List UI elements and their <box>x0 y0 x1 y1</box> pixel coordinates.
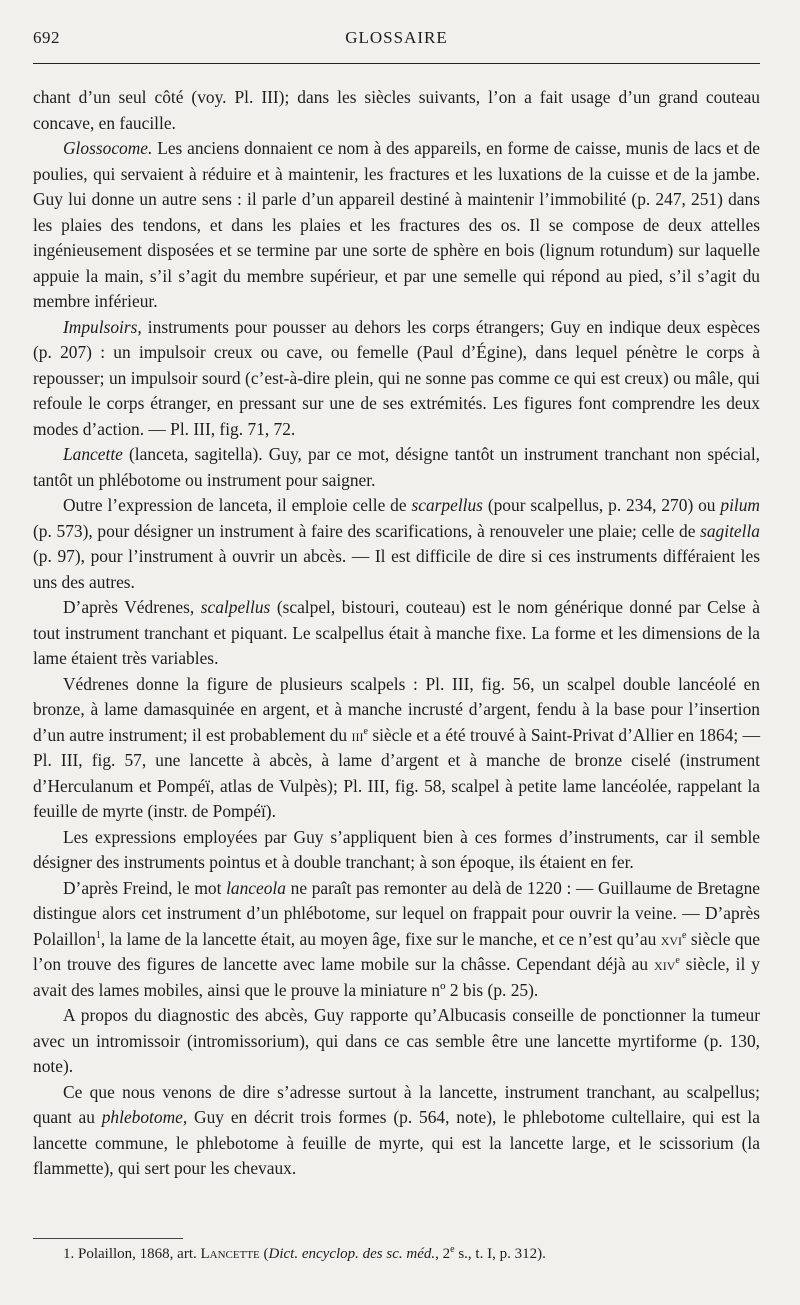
paragraph-continuation: chant d’un seul côté (voy. Pl. III); dans les siècles suivants, l’on a fait usage d’un grand couteau concave, en faucille. <box>33 87 760 133</box>
term-glossocome: Glossocome. <box>63 138 153 158</box>
paragraph-expressions: Les expressions employées par Guy s’appliquent bien à ces formes d’instruments, car il semble désigner des instruments pointus et à double tranchant; à son époque, ils étaient en fer. <box>33 826 760 872</box>
body-text <box>33 85 760 1182</box>
paragraph-vedrenes-1: D’après Védrenes, scalpellus (scalpel, bistouri, couteau) est le nom générique donné par Celse à tout instrument tranchant et piquant. Le scalpellus était à manche fixe. La forme et les dimensions de la lame étaient très variables. <box>33 597 760 668</box>
footnote: 1. Polaillon, 1868, art. Lancette (Dict. encyclop. des sc. méd., 2e s., t. I, p. 312). <box>63 1244 546 1262</box>
header-rule <box>33 63 760 64</box>
paragraph-outre: Outre l’expression de lanceta, il emploie celle de scarpellus (pour scalpellus, p. 234, 270) ou pilum (p. 573), pour désigner un instrument à faire des scarifications, à renouveler une plaie; celle de sagitella (p. 97), pour l’instrument à ouvrir un abcès. — Il est difficile de dire si ces instruments différaient les uns des autres. <box>33 495 760 592</box>
page-number: 692 <box>33 28 60 47</box>
footnote-ref[interactable]: 1 <box>95 929 101 941</box>
paragraph-albucasis: A propos du diagnostic des abcès, Guy rapporte qu’Albucasis conseille de ponctionner la tumeur avec un intromissoir (intromissorium), qui dans ce cas semble être une lancette myrtiforme (p. 130, note). <box>33 1005 760 1076</box>
footnote-number: 1. <box>63 1246 75 1262</box>
entry-glossocome: Glossocome. Les anciens donnaient ce nom à des appareils, en forme de caisse, munis de lacs et de poulies, qui servaient à réduire et à maintenir, les fractures et les luxations de la cuisse et de la jambe. Guy lui donne un autre sens : il parle d’un appareil destiné à maintenir l’immobilité (p. 247, 251) dans les plaies des tendons, et dans les plaies et les fractures des os. Il se compose de deux attelles ingénieusement disposées et se termine par une sorte de sphère en bois (lignum rotundum) sur laquelle appuie la main, s’il s’agit du membre supérieur, et par une semelle qui répond au pied, s’il s’agit du membre inférieur. <box>33 138 760 311</box>
entry-lancette: Lancette (lanceta, sagitella). Guy, par ce mot, désigne tantôt un instrument tranchant non spécial, tantôt un phlébotome ou instrument pour saigner. <box>33 444 760 490</box>
term-lancette: Lancette <box>63 444 123 464</box>
paragraph-phlebotome: Ce que nous venons de dire s’adresse surtout à la lancette, instrument tranchant, au scalpellus; quant au phlebotome, Guy en décrit trois formes (p. 564, note), le phlebotome cultellaire, qui est la lancette commune, le phlebotome à feuille de myrte, qui est la lancette large, et le scissorium (la flammette), qui sert pour les chevaux. <box>33 1081 760 1178</box>
paragraph-vedrenes-2: Védrenes donne la figure de plusieurs scalpels : Pl. III, fig. 56, un scalpel double lancéolé en bronze, à lame damasquinée en argent, et à manche incrusté d’argent, fendu à la base pour l’insertion d’un autre instrument; il est probablement du iii$^e$ siècle et a été trouvé à Saint-Privat d’Allier en 1864; — Pl. III, fig. 57, une lancette à abcès, à lame d’argent et à manche de bronze ciselé (instrument d’Herculanum et Pompéï, atlas de Vulpès); Pl. III, fig. 58, scalpel à petite lame lancéolée, rappelant la feuille de myrte (instr. de Pompéï). <box>33 673 760 821</box>
entry-impulsoirs: Impulsoirs, instruments pour pousser au dehors les corps étrangers; Guy en indique deux espèces (p. 207) : un impulsoir creux ou cave, ou femelle (Paul d’Égine), dans lequel pénètre le corps à repousser; un impulsoir sourd (c’est-à-dire plein, qui ne sonne pas comme ce qui est creux) ou mâle, qui refoule le corps étranger, en pressant sur une de ses extrémités. Les figures font comprendre les deux modes d’action. — Pl. III, fig. 71, 72. <box>33 316 760 439</box>
footnote-rule <box>33 1238 183 1239</box>
paragraph-freind: D’après Freind, le mot lanceola ne paraît pas remonter au delà de 1220 : — Guillaume de Bretagne distingue alors cet instrument d’un phlébotome, sur lequel on frappait pour ouvrir la veine. — D’après Polaillon$^1$, la lame de la lancette était, au moyen âge, fixe sur le manche, et ce n’est qu’au xvi$^e$ siècle que l’on trouve des figures de lancette avec lame mobile sur la châsse. Cependant déjà au xiv$^e$ siècle, il y avait des lames mobiles, ainsi que le prouve la miniature nº 2 bis (p. 25). <box>33 877 761 1000</box>
running-title: GLOSSAIRE <box>345 28 448 47</box>
term-impulsoirs: Impulsoirs, <box>63 316 142 337</box>
page-header <box>33 28 760 56</box>
